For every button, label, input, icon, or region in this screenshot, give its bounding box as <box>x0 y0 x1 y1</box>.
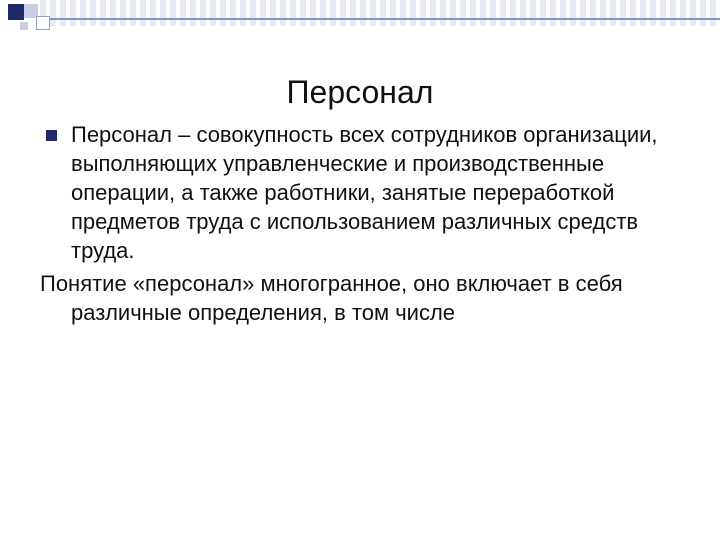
header-divider-line <box>40 18 720 20</box>
bullet-item <box>40 120 700 265</box>
corner-square-outline-icon <box>36 16 50 30</box>
body-paragraph <box>40 269 700 327</box>
slide-body <box>40 120 700 327</box>
corner-square-small-icon <box>20 22 28 30</box>
corner-square-dark-icon <box>8 4 24 20</box>
body-paragraph-text: Понятие «персонал» многогранное, оно включает в себя различные определения, в том числе <box>40 271 623 325</box>
header-stripe-band <box>40 0 720 26</box>
bullet-item-text: Персонал – совокупность всех сотрудников организации, выполняющих управленческие и производственные операции, а также работники, занятые переработкой предметов труда с использованием различных средств труда. <box>71 122 658 263</box>
slide-title: Персонал <box>286 74 434 110</box>
square-bullet-icon <box>46 130 57 141</box>
